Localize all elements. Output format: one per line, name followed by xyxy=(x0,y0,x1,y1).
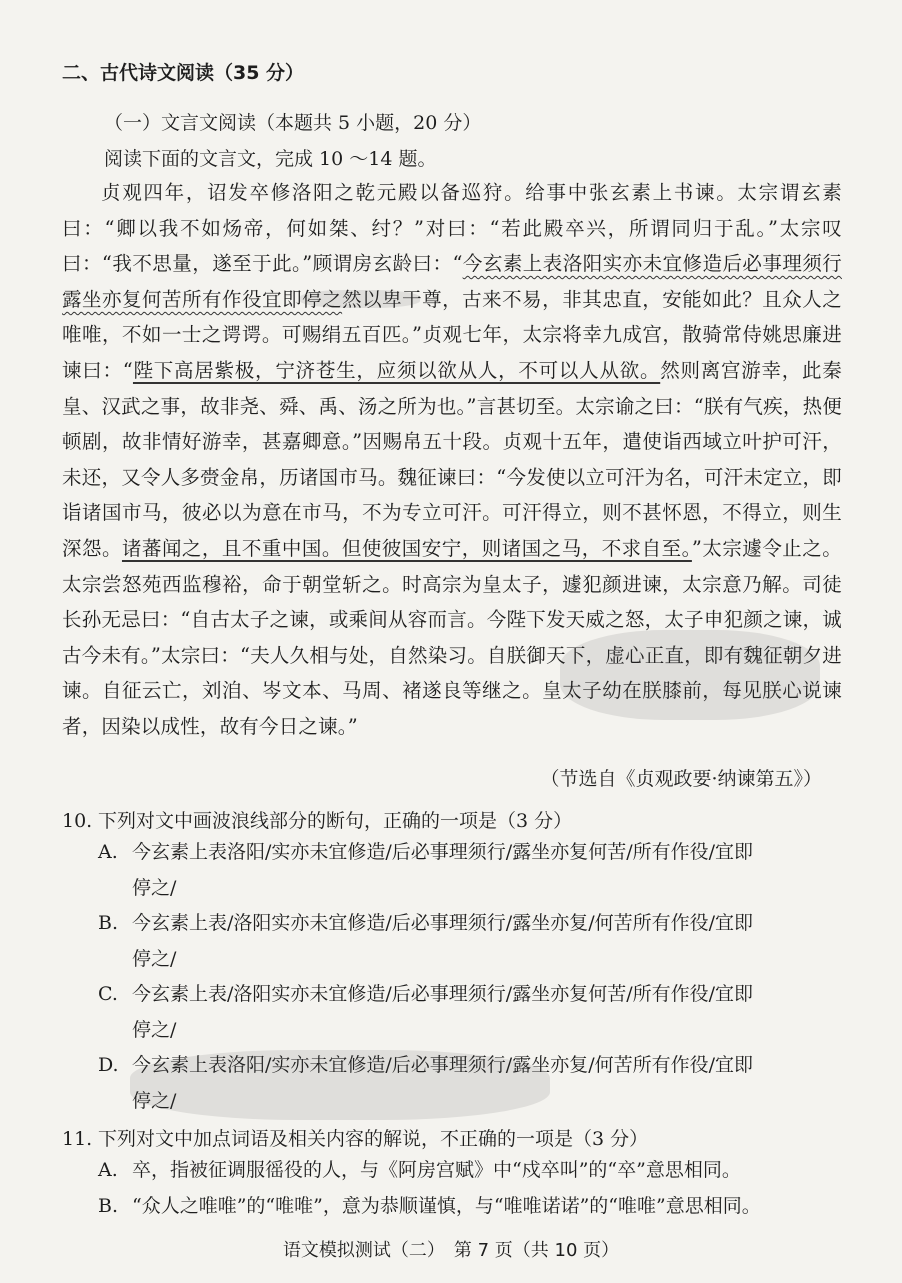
option-a xyxy=(98,1152,842,1188)
passage-text: ”太宗遽令止之。太宗尝怒苑西监穆裕，命于朝堂斩之。时高宗为皇太子，遽犯颜进谏，太宗意乃解。司徒长孙无忌曰：“自古太子之谏，或乘间从容而言。今陛下发天威之怒，太子申犯颜之谏，诚古今未有。”太宗曰：“夫人久相与处，自然染习。自朕御天下，虚心正直，即有魏征朝夕进谏。自征云亡，刘洎、岑文本、马周、褚遂良等继之。皇太子幼在朕膝前，每见朕心说谏者，因染以成性，故有今日之谏。” xyxy=(62,536,842,738)
scan-smudge xyxy=(300,290,420,308)
passage-text: 贞观四年，诏发卒修洛阳之乾元殿以备巡狩。给事中张玄素上书谏。太宗谓玄素曰：“卿以我不如炀帝，何如桀、纣？”对曰：“若此殿卒兴，所谓同归于乱。”太宗叹曰：“我不思量，遂至于此。”顾谓房玄龄曰：“ xyxy=(62,181,842,276)
option-text: 今玄素上表洛阳/实亦未宜修造/后必事理须行/露坐亦复/何苦所有作役/宜即 xyxy=(132,1054,754,1076)
scan-smudge xyxy=(560,630,820,720)
passage-source: （节选自《贞观政要·纳谏第五》） xyxy=(540,768,822,790)
question-11 xyxy=(62,1124,852,1151)
question-stem: 下列对文中画波浪线部分的断句，正确的一项是（3 分） xyxy=(98,810,573,832)
subsection-title: （一）文言文阅读（本题共 5 小题，20 分） xyxy=(104,112,482,134)
option-b xyxy=(98,905,842,977)
option-text: 停之/ xyxy=(132,1019,177,1041)
option-text: 今玄素上表/洛阳实亦未宜修造/后必事理须行/露坐亦复何苦/所有作役/宜即 xyxy=(132,983,754,1005)
option-letter: A. xyxy=(98,1159,118,1181)
option-c xyxy=(98,976,842,1048)
option-text: 停之/ xyxy=(132,877,177,899)
wavy-underlined-text: 今玄素上表洛阳实亦未宜修造后必事理须行露坐亦复何苦所有作役宜即停之 xyxy=(62,252,842,311)
option-letter: A. xyxy=(98,841,118,863)
page-footer: 语文模拟测试（二） 第 7 页（共 10 页） xyxy=(282,1240,620,1261)
passage-text: 然以卑干尊，古来不易，非其忠直，安能如此？且众人之唯唯，不如一士之谔谔。可赐绢五百匹。”贞观七年，太宗将幸九成宫，散骑常侍姚思廉进谏曰：“ xyxy=(62,287,842,382)
question-10 xyxy=(62,806,852,833)
option-a xyxy=(98,834,842,906)
option-text: 今玄素上表/洛阳实亦未宜修造/后必事理须行/露坐亦复/何苦所有作役/宜即 xyxy=(132,912,754,934)
option-text: 今玄素上表洛阳/实亦未宜修造/后必事理须行/露坐亦复何苦/所有作役/宜即 xyxy=(132,841,754,863)
section-title: 二、古代诗文阅读（35 分） xyxy=(62,62,305,84)
underlined-sentence: 诸蕃闻之，且不重中国。但使彼国安宁，则诸国之马，不求自至。 xyxy=(121,536,692,560)
question-number: 11. xyxy=(62,1128,93,1150)
underlined-sentence: 陛下高居紫极，宁济苍生，应须以欲从人，不可以人从欲。 xyxy=(132,358,661,382)
passage-text: 然则离宫游幸，此秦皇、汉武之事，故非尧、舜、禹、汤之所为也。”言甚切至。太宗谕之曰：“朕有气疾，热便顿剧，故非情好游幸，甚嘉卿意。”因赐帛五十段。贞观十五年，遣使诣西域立叶护可汗，未还，又令人多赍金帛，历诸国市马。魏征谏曰：“今发使以立可汗为名，可汗未定立，即诣诸国市马，彼必以为意在市马，不为专立可汗。可汗得立，则不甚怀恩，不得立，则生深怨。 xyxy=(62,358,842,560)
question-number: 10. xyxy=(62,810,93,832)
option-text: 停之/ xyxy=(132,1090,177,1112)
option-b xyxy=(98,1188,842,1224)
option-text: “众人之唯唯”的“唯唯”，意为恭顺谨慎，与“唯唯诺诺”的“唯唯”意思相同。 xyxy=(132,1195,761,1217)
option-letter: C. xyxy=(98,983,118,1005)
option-text: 卒，指被征调服徭役的人，与《阿房宫赋》中“戍卒叫”的“卒”意思相同。 xyxy=(132,1159,741,1181)
instruction: 阅读下面的文言文，完成 10 ～14 题。 xyxy=(104,148,437,170)
option-text: 停之/ xyxy=(132,948,177,970)
option-letter: B. xyxy=(98,912,119,934)
option-letter: B. xyxy=(98,1195,119,1217)
scan-smudge xyxy=(130,1050,550,1120)
question-stem: 下列对文中加点词语及相关内容的解说，不正确的一项是（3 分） xyxy=(98,1128,649,1150)
option-letter: D. xyxy=(98,1054,119,1076)
